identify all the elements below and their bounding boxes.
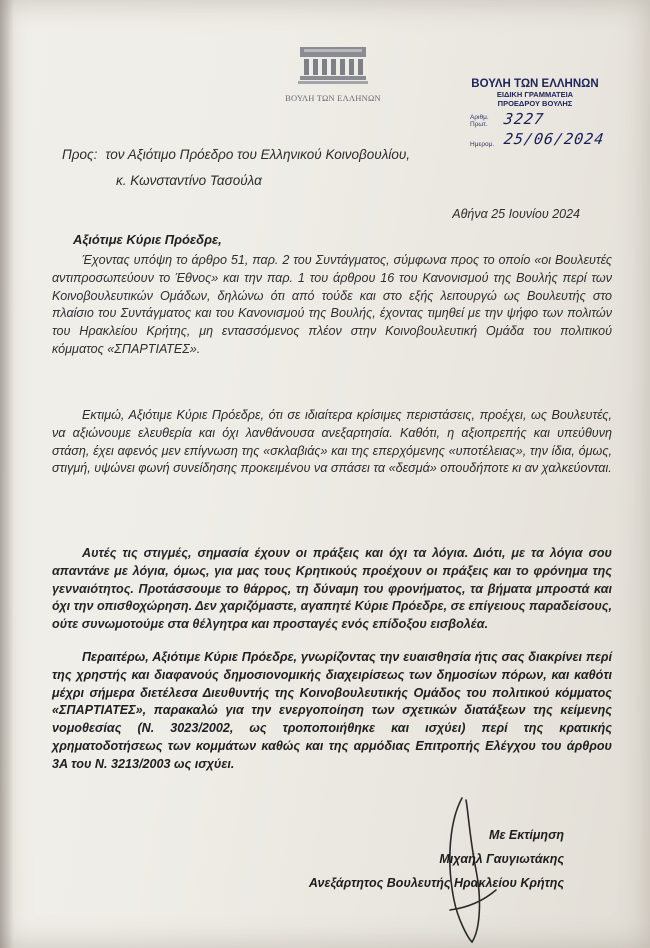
paragraph-1: Έχοντας υπόψη το άρθρο 51, παρ. 2 του Συντάγματος, σύμφωνα προς το οποίο «οι Βουλευτές αντιπροσωπεύουν το Έθνος» και την παρ. 1 του άρθρου 16 του Κανονισμού της Βουλής περί των Κοινοβουλευτικών Ομάδων, δηλώνω ότι από τούδε και στο εξής λειτουργώ ως Βουλευτής στο πλαίσιο του Συντάγματος και του Κανονισμού της Βουλής, έχοντας τιμηθεί με την ψήφο των πολιτών του Ηρακλείου Κρήτης, μη εντασσόμενος πλέον στην Κοινοβουλευτική Ομάδα του πολιτικού κόμματος «ΣΠΑΡΤΙΑΤΕΣ».	[52, 253, 612, 356]
registration-stamp	[440, 78, 630, 148]
recipient-line-2: κ. Κωνσταντίνο Τασούλα	[116, 173, 262, 188]
closing-block	[309, 828, 564, 900]
stamp-line-1: ΕΙΔΙΚΗ ΓΡΑΜΜΑΤΕΙΑ	[496, 90, 574, 99]
stamp-protocol-label: Αριθμ. Πρωτ.	[470, 114, 489, 128]
recipient-block	[62, 147, 410, 188]
closing-regards: Με Εκτίμηση	[489, 828, 564, 842]
parliament-building-icon	[298, 45, 368, 85]
stamp-protocol-row	[470, 110, 630, 128]
paragraph-4: Περαιτέρω, Αξιότιμε Κύριε Πρόεδρε, γνωρίζοντας την ευαισθησία ήτις σας διακρίνει περί της χρηστής και διαφανούς δημοσιονομικής διαχειρίσεως των δημοσίων πόρων, και καθότι μέχρι σήμερα διετέλεσα Διευθυντής της Κοινοβουλευτικής Ομάδος του πολιτικού κόμματος «ΣΠΑΡΤΙΑΤΕΣ», παρακαλώ για την ενεργοποίηση των σχετικών διατάξεων της κείμενης νομοθεσίας (Ν. 3023/2002, ως τροποποιήθηκε και ισχύει) περί της κρατικής χρηματοδοτήσεως των κομμάτων καθώς και της αρμόδιας Επιτροπής Ελέγχου του άρθρου 3Α του Ν. 3213/2003 ως ισχύει.	[52, 650, 612, 771]
letterhead	[278, 45, 388, 103]
recipient-prefix: Προς:	[62, 147, 98, 162]
stamp-protocol-number: 3227	[502, 110, 546, 128]
salutation: Αξιότιμε Κύριε Πρόεδρε,	[73, 232, 222, 247]
letterhead-org-name: ΒΟΥΛΗ ΤΩΝ ΕΛΛΗΝΩΝ	[285, 93, 381, 103]
signer-name: Μιχαήλ Γαυγιωτάκης	[439, 852, 564, 866]
stamp-date-value: 25/06/2024	[502, 130, 606, 148]
paragraph-3: Αυτές τις στιγμές, σημασία έχουν οι πράξεις και όχι τα λόγια. Διότι, με τα λόγια σου απαντάνε με λόγια, όμως, για μας τους Κρητικούς προέχουν οι πράξεις και το φρόνημα της γενναιότητος. Προτάσσουμε το θάρρος, τη δύναμη του φρονήματος, τα βήματα μπροστά και όχι την οπισθοχώρηση. Δεν χαριζόμαστε, αγαπητέ Κύριε Πρόεδρε, σε επίγειους παραδείσους, ούτε συνωμοτούμε στα θέλγητρα και προσταγές ενός επίδοξου εισβολέα.	[52, 546, 612, 632]
letter-date: Αθήνα 25 Ιουνίου 2024	[452, 207, 580, 221]
stamp-date-row	[470, 130, 630, 148]
stamp-line-2: ΠΡΟΕΔΡΟΥ ΒΟΥΛΗΣ	[497, 99, 573, 108]
recipient-line-1: τον Αξιότιμο Πρόεδρο του Ελληνικού Κοινοβουλίου,	[105, 147, 411, 162]
stamp-title: ΒΟΥΛΗ ΤΩΝ ΕΛΛΗΝΩΝ	[471, 78, 599, 90]
signer-title: Ανεξάρτητος Βουλευτής Ηρακλείου Κρήτης	[308, 876, 564, 890]
page-shadow-edge	[0, 0, 14, 948]
stamp-date-label: Ημερομ.	[470, 141, 495, 148]
paragraph-2: Εκτιμώ, Αξιότιμε Κύριε Πρόεδρε, ότι σε ιδιαίτερα κρίσιμες περιστάσεις, προέχει, ως Βουλευτές, να αξιώνουμε ελευθερία και όχι λανθάνουσα ανεξαρτησία. Καθότι, η αξιοπρεπής και υπεύθυνη στάση, έχει αφενός μεν επίγνωση της «σκλαβιάς» και της επερχόμενης «υποτέλειας», την ίδια, όμως, στιγμή, υψώνει φωνή συνείδησης προκειμένου να σπάσει τα «δεσμά» οπουδήποτε κι αν χαλκεύονται.	[52, 408, 612, 476]
